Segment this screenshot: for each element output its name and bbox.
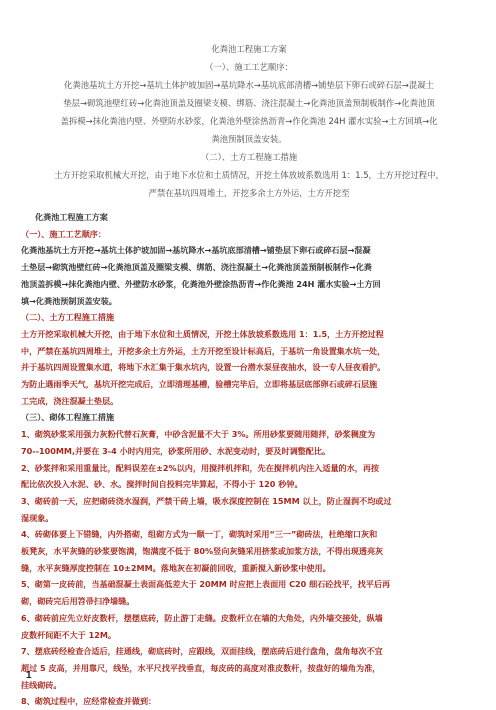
earthwork-line: 中，严禁在基坑四周堆土，开挖多余土方外运，土方开挖至设计标高后，于基坑一角设置集水坑一处， (21, 345, 386, 356)
masonry-line: 配比依次投入水泥、砂、水。搅拌时间自投料完毕算起，不得小于 120 秒钟。 (21, 479, 303, 490)
masonry-line: 6、砌砖前应先立好皮数杆，摆摆底砖，防止游丁走缝。皮数杆立在墙的大角处，内外墙交接处，纵墙 (21, 612, 383, 623)
main-body (21, 209, 477, 710)
masonry-line: 5、砌第一皮砖前，当基础混凝土表面高低差大于 20MM 时应把上表面用 C20 细石砼找平，找平后再 (21, 579, 391, 590)
masonry-line: 湿现象。 (21, 512, 54, 523)
masonry-line: 2、砂浆拌和采用重量比，配料误差在±2%以内，用搅拌机拌和，先在搅拌机内注入适量的水，再按 (21, 462, 380, 473)
section-2-heading: （二）、土方工程施工措施 (21, 312, 115, 323)
preview-section-2-heading: （二）、土方工程施工措施 (200, 152, 298, 162)
preview-earthwork-line: 严禁在基坑四周堆土，开挖多余土方外运，土方开挖至 (148, 188, 350, 198)
masonry-line: 超过 5 皮高，并用靠尺，线坠，水平尺找平找垂直，每皮砖的高度对准皮数杆，按盘好的墙角为准， (21, 662, 381, 673)
earthwork-line: 土方开挖采取机械大开挖，由于地下水位和土质情况，开挖土体放坡系数选用 1：1.5，土方开挖过程 (21, 328, 384, 339)
doc-title: 化粪池工程施工方案 (35, 212, 108, 222)
preview-section-1-heading: （一）、施工工艺顺序： (205, 62, 293, 72)
masonry-line: 70--100MM,并要在 3-4 小时内用完，砂浆所用砂、水泥变动时，要及时调整配比。 (21, 445, 331, 456)
preview-excerpt (20, 40, 478, 202)
section-3-heading: （三）、砌体工程施工措施 (21, 412, 115, 423)
masonry-line: 板凳灰，水平灰缝的砂浆要饱满，饱满度不低于 80%竖向灰缝采用挤浆或加浆方法，不得出现透亮灰 (21, 546, 384, 557)
preview-flow-line: 垫层→砌筑池壁红砖→化粪池顶盖及圈梁支模、绑筋、浇注混凝土→化粪池顶盖预制板制作→化粪池顶 (63, 98, 435, 108)
masonry-line: 4、砖砌体要上下错缝，内外搭砌，组砌方式为一顺一丁，砌筑时采用“三一”砌砖法，杜绝缩口灰和 (21, 529, 378, 540)
masonry-line: 7、摆底砖经检查合适后，挂通线，砌底砖时，应跟线，双面挂线，摆底砖后进行盘角，盘角每次不宜 (21, 646, 383, 657)
preview-title: 化粪池工程施工方案 (211, 44, 287, 54)
flow-line: 化粪池基坑土方开挖→基坑土体护坡加固→基坑降水→基坑底部清槽→铺垫层下卵石或碎石层→混凝 (21, 245, 371, 256)
earthwork-line: 并于基坑四周设置集水道，将地下水汇集于集水坑内，设置一台潜水泵昼夜抽水，设一专人昼夜看护。 (21, 362, 386, 373)
section-1-heading: （一）、施工工艺顺序： (21, 228, 106, 239)
flow-line: 池顶盖拆模→抹化粪池内壁、外壁防水砂浆，化粪池外壁涂热沥青→作化粪池 24H 灌水实验→土方回 (21, 278, 381, 289)
masonry-line: 皮数杆间距不大于 12M。 (21, 629, 116, 640)
flow-line: 土垫层→砌筑池壁红砖→化粪池顶盖及圈梁支模、绑筋、浇注混凝土→化粪池顶盖预制板制作→化粪 (21, 262, 372, 273)
earthwork-line: 工完成，浇注混凝土垫层。 (21, 395, 119, 406)
page-number: 1 (26, 670, 32, 681)
masonry-line: 砌，砌砖完后用笤帚扫净墙缝。 (21, 596, 135, 607)
preview-flow-line: 粪池预制顶盖安装。 (211, 134, 287, 144)
masonry-line: 挂线砌砖。 (21, 679, 62, 690)
masonry-line: 3、砌砖前一天，应把砌砖浇水湿润，严禁干砖上墙，吸水深度控制在 15MM 以上，防止湿润不均或过 (21, 495, 392, 506)
earthwork-line: 为防止遇雨季天气，基坑开挖完成后，立即清理基槽，验槽完毕后，立即将基层底部卵石或碎石层施 (21, 379, 378, 390)
preview-flow-line: 化粪池基坑土方开挖→基坑土体护坡加固→基坑降水→基坑底部清槽→铺垫层下卵石或碎石层→混凝土 (63, 80, 435, 90)
flow-line: 填→化粪池预制顶盖安装。 (21, 295, 117, 306)
masonry-line: 1、砌筑砂浆采用强力灰粉代替石灰膏，中砂含泥量不大于 3%。所用砂浆要随用随拌，砂浆稠度为 (21, 429, 376, 440)
masonry-line: 缝，水平灰缝厚度控制在 10±2MM。落地灰在初凝前回收，重新搅入新砂浆中使用。 (21, 562, 331, 573)
preview-earthwork-line: 土方开挖采取机械大开挖，由于地下水位和土质情况，开挖土体放坡系数选用 1：1.5，土方开挖过程中， (54, 170, 444, 180)
preview-flow-line: 盖拆模→抹化粪池内壁、外壁防水砂浆，化粪池外壁涂热沥青→作化粪池 24H 灌水实验→土方回填→化 (60, 116, 438, 126)
masonry-line: 8、砌筑过程中，应经常检查并做到： (21, 696, 157, 707)
